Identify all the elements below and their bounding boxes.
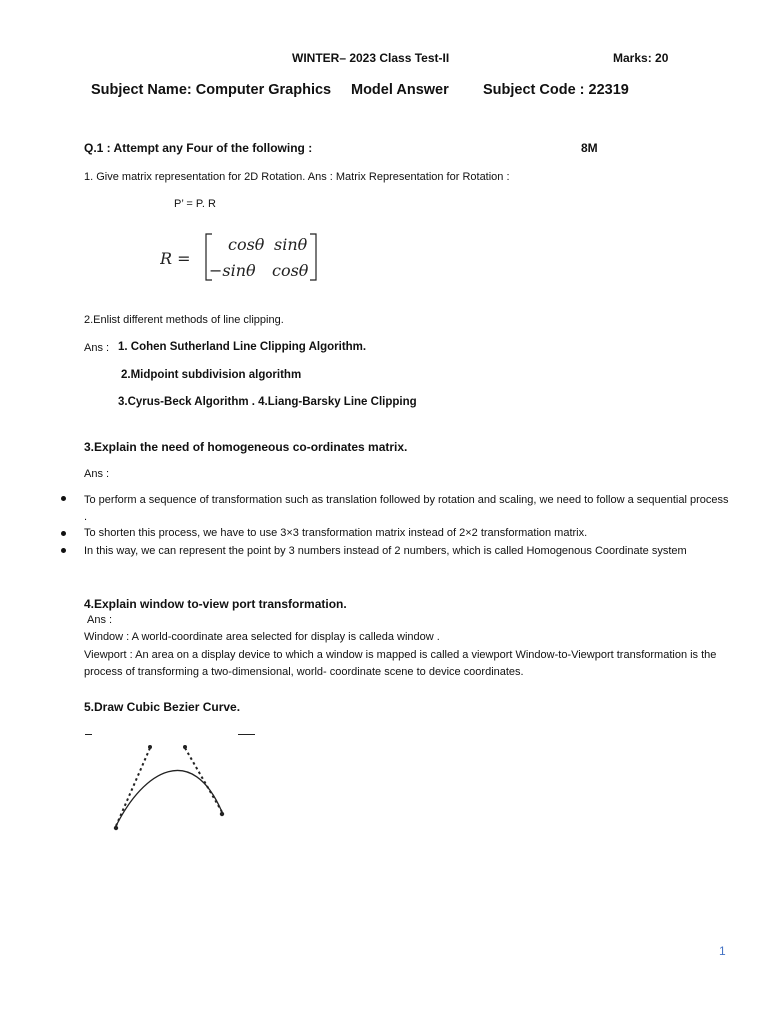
blank-line	[238, 734, 255, 735]
matrix-a11: cosθ	[228, 235, 265, 254]
bullet-icon	[61, 548, 66, 553]
matrix-a12: sinθ	[274, 235, 308, 254]
item-3-ans-label: Ans :	[84, 468, 110, 480]
cubic-bezier-curve-figure	[104, 740, 239, 840]
model-answer-label: Model Answer	[351, 82, 449, 98]
page-number: 1	[719, 944, 726, 958]
question-1-marks: 8M	[581, 141, 598, 155]
item-2-question: 2.Enlist different methods of line clipping.	[84, 314, 284, 326]
item-4-window-definition: Window : A world-coordinate area selected for display is calleda window .	[84, 631, 440, 643]
matrix-a21: −sinθ	[209, 261, 256, 280]
exam-title: WINTER– 2023 Class Test-II	[292, 51, 450, 65]
item-1-formula: P’ = P. R	[174, 198, 216, 210]
bullet-icon	[61, 531, 66, 536]
item-4-viewport-definition: Viewport : An area on a display device to which a window is mapped is called a viewport Window-to-Viewport transformation is the process of transforming a two-dimensional, world- coordinate scene to device coordinates.	[84, 649, 717, 678]
matrix-lhs: R =	[160, 249, 191, 268]
item-3-bullet-2: To shorten this process, we have to use 3×3 transformation matrix instead of 2×2 transformation matrix.	[84, 527, 588, 539]
item-3-bullet-3: In this way, we can represent the point by 3 numbers instead of 2 numbers, which is called Homogenous Coordinate system	[84, 545, 687, 557]
bullet-icon	[61, 496, 66, 501]
blank-line	[85, 734, 92, 735]
total-marks: Marks: 20	[613, 51, 669, 65]
item-4-question: 4.Explain window to-view port transformation.	[84, 597, 347, 611]
item-4-ans-label: Ans :	[87, 614, 113, 626]
item-2-answer-1: 1. Cohen Sutherland Line Clipping Algorithm.	[118, 341, 367, 353]
item-2-ans-label: Ans :	[84, 342, 110, 354]
item-2-answer-2: 2.Midpoint subdivision algorithm	[121, 369, 302, 381]
subject-name: Subject Name: Computer Graphics	[91, 82, 332, 98]
item-3-question: 3.Explain the need of homogeneous co-ordinates matrix.	[84, 440, 408, 454]
item-2-answer-3: 3.Cyrus-Beck Algorithm . 4.Liang-Barsky Line Clipping	[118, 396, 417, 408]
rotation-matrix	[160, 228, 330, 288]
subject-code: Subject Code : 22319	[483, 82, 629, 98]
question-1-heading: Q.1 : Attempt any Four of the following :	[84, 141, 313, 155]
matrix-a22: cosθ	[272, 261, 309, 280]
item-3-bullet-1: To perform a sequence of transformation such as translation followed by rotation and scaling, we need to follow a sequential process .	[84, 494, 729, 523]
item-5-question: 5.Draw Cubic Bezier Curve.	[84, 700, 241, 714]
item-1-question: 1. Give matrix representation for 2D Rotation. Ans : Matrix Representation for Rotation :	[84, 171, 510, 183]
